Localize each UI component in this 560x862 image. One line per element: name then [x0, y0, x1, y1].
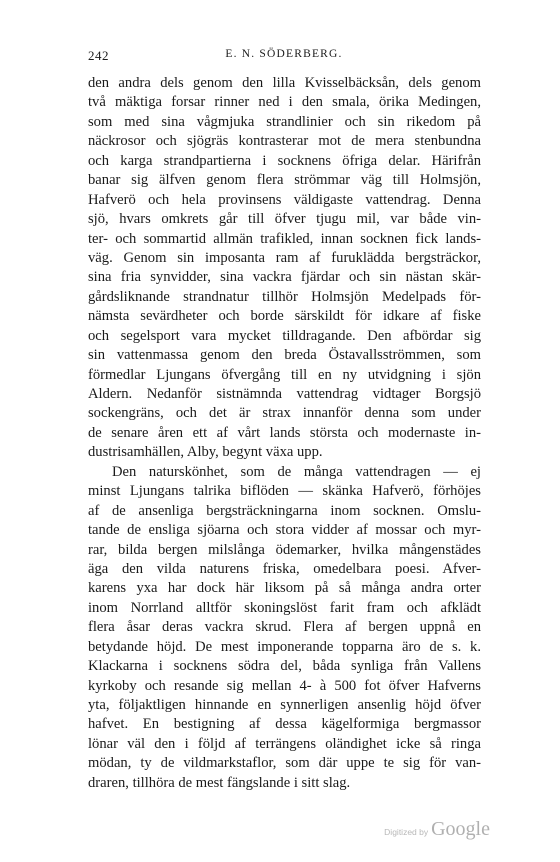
text-line: och segelsport vara mycket tilldragande. Den afbördar sig: [88, 327, 481, 344]
text-line: Hafverö och hela provinsens väldigaste vattendrag. Denna: [88, 191, 481, 208]
text-line: den andra dels genom den lilla Kvisselbäcksån, dels genom: [88, 75, 481, 91]
text-line: karens yxa har dock här liksom på så många andra orter: [88, 580, 481, 597]
running-title: E. N. SÖDERBERG.: [225, 48, 343, 60]
running-head: [88, 48, 480, 64]
text-line: och karga strandpartierna i socknens öfriga delar. Härifrån: [88, 152, 481, 169]
text-line: två mäktiga forsar rinner ned i den smala, örika Medingen,: [88, 94, 481, 111]
text-line: äga den vilda naturens friska, omedelbara poesi. Afver-: [88, 560, 481, 577]
text-line: minst Ljungans talrika biflöden — skänka Hafverö, förhöjes: [88, 483, 481, 500]
text-line: tande de ensliga sjöarna och stora vidder af mossar och myr-: [88, 522, 481, 539]
text-line: väg. Genom sin imposanta ram af furuklädda bergsträckor,: [88, 249, 481, 266]
text-line: sjö, hvars omkrets går till öfver tjugu mil, var både vin-: [88, 211, 481, 228]
text-line: dustrisamhällen, Alby, begynt växa upp.: [88, 444, 323, 461]
text-line: näckrosor och sjögräs kontrasterar mot de mera stenbundna: [88, 133, 481, 150]
body-text: [88, 74, 481, 793]
text-line: Den naturskönhet, som de många vattendragen — ej: [112, 463, 481, 480]
text-line: förmedlar Ljungans öfvergång till en ny utvidgning i sjön: [88, 366, 481, 383]
text-line: sin vattenmassa genom den breda Östavallsströmmen, som: [88, 347, 481, 364]
text-line: af de ansenliga bergsträckningarna inom socknen. Omslu-: [88, 502, 481, 519]
text-line: inom Norrland alltför skoningslöst farit fram och afklädt: [88, 599, 481, 616]
text-line: lönar väl den i följd af terrängens oländighet icke så ringa: [88, 735, 481, 752]
text-line: ter- och sommartid allmän trafikled, innan socknen fick lands-: [88, 230, 481, 247]
paragraph: [88, 463, 481, 793]
text-line: betydande höjd. De mest imponerande topparna äro de s. k.: [88, 638, 481, 655]
text-line: banar sig älfven genom flera strömmar väg till Holmsjön,: [88, 172, 481, 189]
text-line: de senare åren ett af vårt lands största och modernaste in-: [88, 424, 481, 441]
text-line: rar, bilda bergen milslånga ödemarker, hvilka mångenstädes: [88, 541, 481, 558]
digitized-watermark: [384, 818, 490, 842]
text-line: mödan, ty de vildmarkstaflor, som där uppe te sig för van-: [88, 755, 481, 772]
text-line: sockengräns, och det är strax innanför denna som under: [88, 405, 481, 422]
text-line: som med sina vågmjuka strandlinier och sin rikedom på: [88, 113, 481, 130]
page-number: 242: [88, 48, 109, 63]
text-line: gårdsliknande strandnatur tillhör Holmsjön Medelpads för-: [88, 288, 481, 305]
text-line: flera åsar deras vackra skrud. Flera af bergen uppnå en: [88, 619, 481, 636]
text-line: nämsta sevärdheter och borde särskildt för idkare af fiske: [88, 308, 481, 325]
text-line: kyrkoby och resande sig mellan 4- à 500 fot öfver Hafverns: [88, 677, 481, 694]
google-logo: Google: [431, 818, 490, 840]
text-line: yta, följaktligen hinnande en synnerligen ansenlig höjd öfver: [88, 697, 481, 713]
text-line: Klackarna i socknens södra del, båda synliga från Vallens: [88, 658, 481, 675]
watermark-prefix: Digitized by: [384, 827, 429, 837]
text-line: Aldern. Nedanför sistnämnda vattendrag vidtager Borgsjö: [88, 386, 481, 402]
text-line: draren, tillhöra de mest fängslande i sitt slag.: [88, 774, 351, 791]
text-line: hafvet. En bestigning af dessa kägelformiga bergmassor: [88, 716, 481, 733]
text-line: sina fria synvidder, sina vackra fjärdar och sin nästan skär-: [88, 269, 481, 286]
paragraph: [88, 74, 481, 463]
